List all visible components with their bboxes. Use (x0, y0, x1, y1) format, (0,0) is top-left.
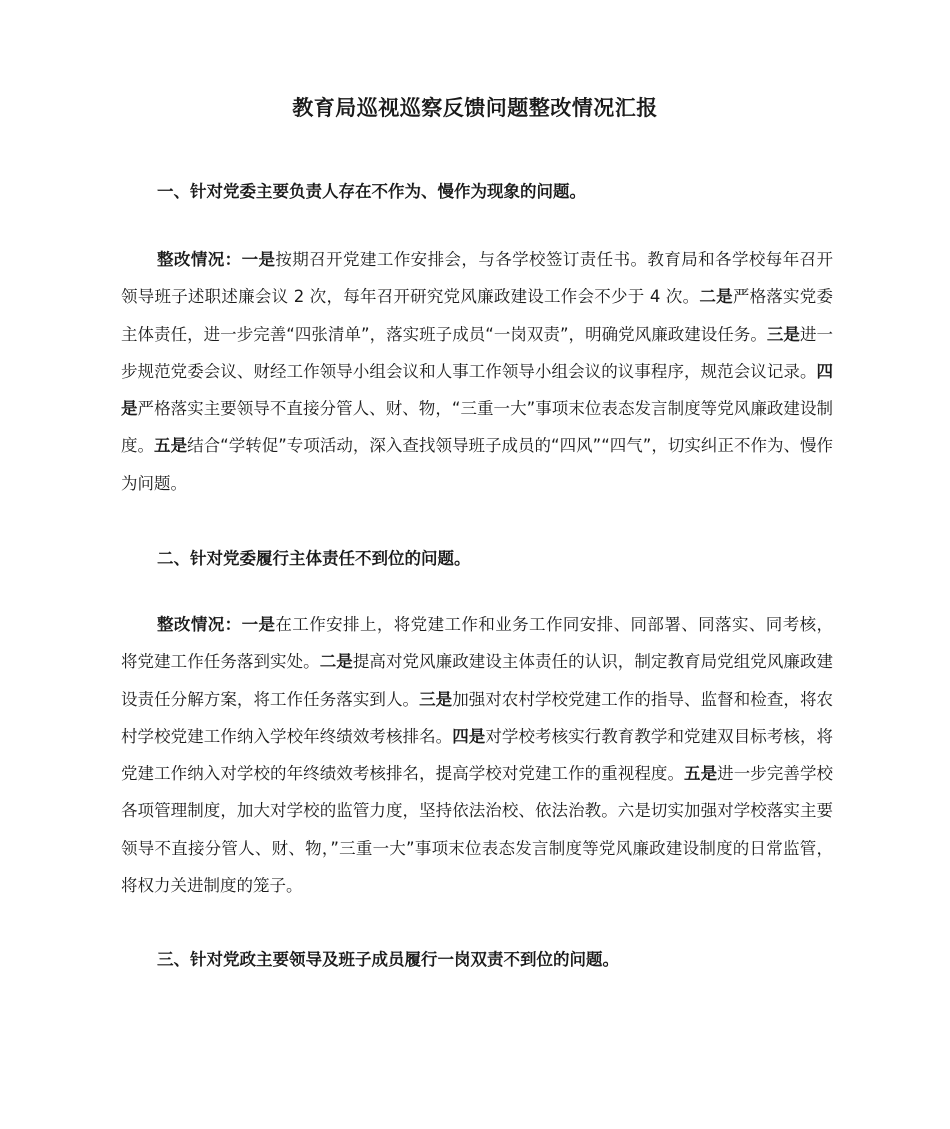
section-1-marker-3: 三是 (766, 324, 800, 344)
section-1-marker-4: 四是 (121, 361, 833, 419)
section-2-text-2: 提高对党风廉政建设主体责任的认识，制定教育局党组党风廉政建设责任分解方案，将工作任务落实到人。 (121, 652, 834, 709)
section-1-text-4: 严格落实主要领导不直接分管人、财、物，“三重一大”事项末位表态发言制度等党风廉政建设制度。 (121, 399, 833, 456)
section-3-heading: 三、针对党政主要领导及班子成员履行一岗双责不到位的问题。 (157, 950, 619, 969)
section-2-text-3: 加强对农村学校党建工作的指导、监督和检查，将农村学校党建工作纳入学校年终绩效考核排名。 (121, 689, 834, 746)
section-1-marker-5: 五是 (154, 436, 188, 456)
section-1-heading: 一、针对党委主要负责人存在不作为、慢作为现象的问题。 (157, 182, 586, 201)
section-2-marker-4: 四是 (452, 726, 486, 746)
section-2-marker-5: 五是 (684, 764, 718, 784)
section-2-heading: 二、针对党委履行主体责任不到位的问题。 (157, 549, 471, 568)
section-2-lead: 整改情况： (157, 615, 242, 634)
section-2-text-1: 在工作安排上，将党建工作和业务工作同安排、同部署、同落实、同考核，将党建工作任务落到实处。 (121, 615, 834, 672)
section-2-text-4: 对学校考核实行教育教学和党建双目标考核，将党建工作纳入对学校的年终绩效考核排名，提高学校对党建工作的重视程度。 (121, 726, 834, 784)
document-title: 教育局巡视巡察反馈问题整改情况汇报 (292, 96, 658, 120)
section-1-marker-1: 一是 (241, 250, 276, 269)
section-1-text-5: 结合“学转促”专项活动，深入查找领导班子成员的“四风”“四气”，切实纠正不作为、慢作为问题。 (121, 436, 834, 493)
section-1-paragraph (121, 241, 833, 502)
section-2-marker-2: 二是 (319, 652, 353, 672)
section-2-text-5: 进一步完善学校各项管理制度，加大对学校的监管力度，坚持依法治校、依法治教。六是切实加强对学校落实主要领导不直接分管人、财、物，”三重一大”事项末位表态发言制度等党风廉政建设制度的日常监管，将权力关进制度的笼子。 (121, 764, 834, 896)
section-1-text-1: 按期召开党建工作安排会，与各学校签订责任书。教育局和各学校每年召开领导班子述职述廉会议 2 次，每年召开研究党风廉政建设工作会不少于 4 次。 (121, 250, 834, 307)
section-2-marker-3: 三是 (419, 689, 453, 709)
section-2-marker-1: 一是 (241, 615, 276, 634)
section-1-marker-2: 二是 (699, 287, 733, 307)
section-1-lead: 整改情况： (157, 250, 242, 269)
section-1-text-3: 进一步规范党委会议、财经工作领导小组会议和人事工作领导小组会议的议事程序，规范会议记录。 (121, 324, 833, 381)
section-2-paragraph (121, 606, 833, 904)
section-1-text-2: 严格落实党委主体责任，进一步完善“四张清单”，落实班子成员“一岗双责”，明确党风廉政建设任务。 (121, 287, 834, 344)
